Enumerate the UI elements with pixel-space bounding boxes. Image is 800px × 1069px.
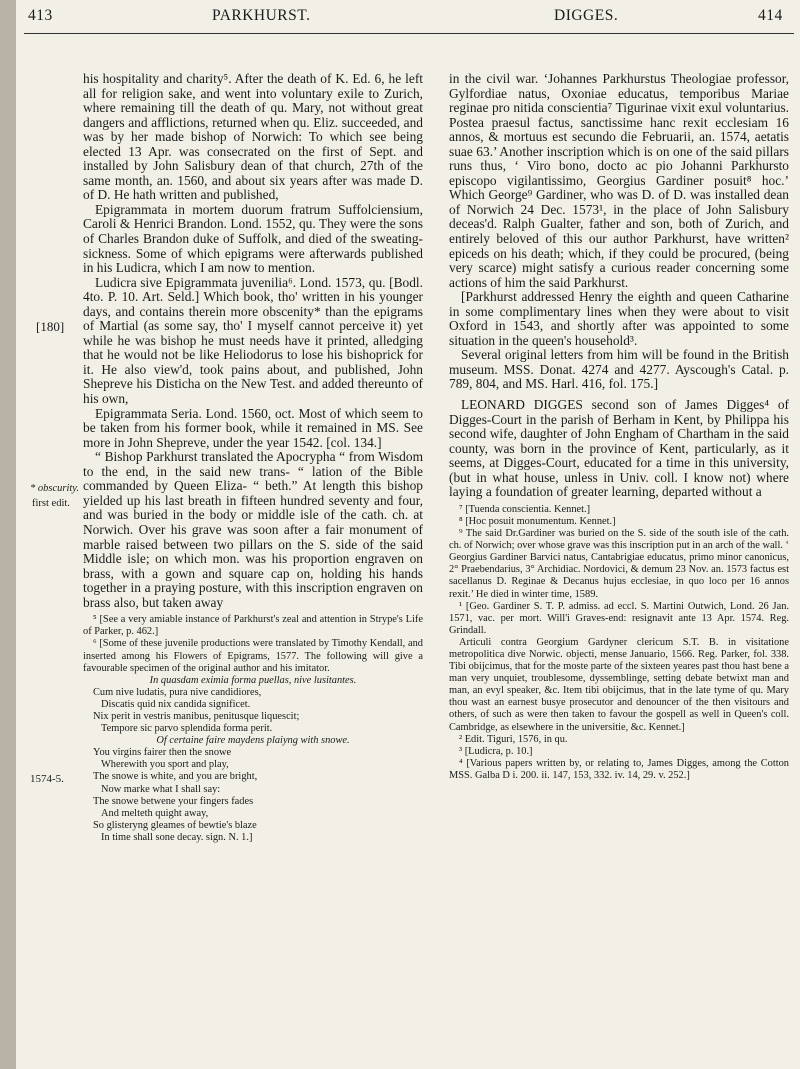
footnote: ⁵ [See a very amiable instance of Parkhurst's zeal and attention in Strype's Life of Parker, p. 462.] bbox=[83, 614, 423, 638]
latin-poem-title: In quasdam eximia forma puellas, nive lusitantes. bbox=[149, 674, 357, 686]
margin-bracket-180: [180] bbox=[36, 319, 65, 334]
poem-line: In time shall sone decay. sign. N. 1.] bbox=[101, 831, 253, 843]
footnote: ² Edit. Tiguri, 1576, in qu. bbox=[459, 733, 568, 745]
left-paragraph: Epigrammata Seria. Lond. 1560, oct. Most of which seem to be taken from his former book, while it remained in MS. See more in John Shepreve, under the year 1542. [col. 134.] bbox=[83, 405, 423, 450]
poem-line: The snowe betwene your fingers fades bbox=[93, 795, 254, 807]
poem-line: Discatis quid nix candida significet. bbox=[101, 698, 251, 710]
right-column bbox=[449, 72, 789, 782]
footnote: ⁸ [Hoc posuit monumentum. Kennet.] bbox=[459, 515, 616, 527]
poem-line: Nix perit in vestris manibus, penitusque liquescit; bbox=[93, 710, 300, 722]
poem-line: And melteth quight away, bbox=[101, 807, 209, 819]
left-column bbox=[83, 72, 423, 844]
footnote: ¹ [Geo. Gardiner S. T. P. admiss. ad eccl. S. Martini Outwich, Lond. 26 Jan. 1571, vac. per mort. Will'i Graves-end: resignavit ante 13 Apr. 1574. Reg. Grindall. bbox=[449, 600, 789, 636]
page-gutter-shadow bbox=[0, 0, 16, 1069]
right-paragraph-digges: LEONARD DIGGES second son of James Digges⁴ of Digges-Court in the parish of Berham in Kent, by Philippa his second wife, daughter of John Engham of Chartham in the said county, was born in the province of Kent, particularly, as it seems, at Digges-Court, educated for a time in this university, (but in what house, unless in Univ. coll. I know not) where laying a foundation of greater learning, departed without a bbox=[449, 397, 789, 500]
footnote: ⁷ [Tuenda conscientia. Kennet.] bbox=[459, 503, 591, 515]
footnote: Articuli contra Georgium Gardyner clericum S.T. B. in visitatione metropolitica dive Norwic. objecti, mense Januario, 1566. Reg. Parker, fol. 338. Tibi obijcimus, that for the moste parte of the sixteen yeares past thou hast bene a man very unquiet, troublesome, dyssemblinge, setting debate betwixt man and man, an evyl speaker, &c. Item tibi obijcimus, that in the late tyme of qu. Mary thou wast an earnest busye prosecutor and denouncer of the then visitours and others, of such as were then taken to favour the gospell as well in Queen's coll. Cambridge, as elsewhere in the universitie, &c. Kennet.] bbox=[449, 636, 789, 733]
poem-line: The snowe is white, and you are bright, bbox=[93, 771, 258, 783]
right-page-number: 414 bbox=[758, 7, 783, 24]
english-poem-title: Of certaine faire maydens plaiyng with snowe. bbox=[156, 735, 350, 747]
footnote: ⁴ [Various papers written by, or relating to, James Digges, among the Cotton MSS. Galba D i. 200. ii. 147, 153, 332. iv. 14, 29. v. 252.] bbox=[449, 757, 789, 781]
left-page-number: 413 bbox=[28, 7, 53, 24]
footnote: ⁹ The said Dr.Gardiner was buried on the S. side of the south isle of the cath. ch. of Norwich; over whose grave was this inscription put in an arch of the wall. ‘ Georgius Gardiner Barvici natus, Cantabrigiae educatus, primo minor canonicus, 2° Praebendarius, 3° Archidiac. Nordovici, & demum 23 Nov. an. 1573 factus est sacellanus D. Reginae & Decanus hujus ecclesiae, in quo loco per 16 annos rexit.’ He died in winter time, 1589. bbox=[449, 528, 789, 600]
right-paragraph: Several original letters from him will be found in the British museum. MSS. Donat. 4274 and 4277. Ayscough's Catal. p. 789, 804, and MS. Harl. 416, fol. 175.] bbox=[449, 347, 789, 392]
poem-line: Cum nive ludatis, pura nive candidiores, bbox=[93, 686, 262, 698]
left-running-title: PARKHURST. bbox=[212, 7, 311, 24]
poem-line: You virgins fairer then the snowe bbox=[93, 747, 232, 759]
right-running-title: DIGGES. bbox=[554, 7, 619, 24]
margin-first-edit: first edit. bbox=[32, 498, 70, 509]
margin-date-1574: 1574-5. bbox=[30, 773, 64, 785]
header-rule bbox=[24, 33, 794, 34]
margin-obscurity-note: * obscurity. bbox=[30, 483, 79, 494]
right-paragraph: [Parkhurst addressed Henry the eighth and queen Catharine in some complimentary lines when they were about to visit Oxford in 1543, and shortly after was appointed to some situation in the queen's household³. bbox=[449, 289, 789, 348]
poem-line: Tempore sic parvo splendida forma perit. bbox=[101, 723, 273, 735]
right-paragraph: in the civil war. ‘Johannes Parkhurstus Theologiae professor, Gylfordiae natus, Oxoniae educatus, temporibus Mariae reginae pro nitida conscientia⁷ Tigurinae vixit exul voluntarius. Postea praesul factus, sanctissime hanc rexit ecclesiam 16 annos, & mortuus est secundo die Februarii, an. 1574, aetatis suae 63.’ Another inscription which is on one of the said pillars runs thus, ‘ Viro bono, docto ac pio Johanni Parkhursto episcopo vigilantissimo, Georgius Gardiner posuit⁸ hoc.’ Which George⁹ Gardiner, who was D. of D. was installed dean of Norwich 24 Dec. 1573¹, in the place of John Salisbury deceas'd. Ralph Gualter, father and son, both of Zurich, and entirely beloved of this our author Parkhurst, have written² epiceds on his death; which, if they could be procured, (being very scarce) might satisfy a curious reader concerning some actions of him the said Parkhurst. bbox=[449, 71, 789, 290]
poem-line: Now marke what I shall say: bbox=[101, 783, 221, 795]
left-paragraph: his hospitality and charity⁵. After the death of K. Ed. 6, he left all for religion sake, and went into voluntary exile to Zurich, where remaining till the death of qu. Mary, not without great dangers and afflictions, returned when qu. Eliz. succeeded, and was by her made bishop of Norwich: To which see being elected 13 Apr. was consecrated on the first of Sept. and installed by John Salisbury dean of that church, 27th of the same month, an. 1560, and about six years after was made D. of D. He hath written and published, bbox=[83, 71, 423, 203]
poem-line: So glisteryng gleames of bewtie's blaze bbox=[93, 819, 257, 831]
poem-line: Wherewith you sport and play, bbox=[101, 759, 229, 771]
left-paragraph: Ludicra sive Epigrammata juvenilia⁶. Lond. 1573, qu. [Bodl. 4to. P. 10. Art. Seld.] Which book, tho' written in his younger days, and contains therein more obscenity* than the epigrams of Martial (as some say, tho' I myself cannot perceive it) yet while he was bishop he must needs have it printed, alledging that he would not be like Heliodorus to lose his bishoprick for it. He also view'd, took pains about, and published, John Shepreve his Disticha on the New Test. and added thereunto of his own, bbox=[83, 274, 423, 407]
page-header bbox=[16, 5, 800, 45]
footnote: ³ [Ludicra, p. 10.] bbox=[459, 745, 533, 757]
footnote: ⁶ [Some of these juvenile productions were translated by Timothy Kendall, and inserted among his Flowers of Epigrams, 1577. The following will give a favourable specimen of the original author and his imitator. bbox=[83, 638, 423, 674]
right-footnotes bbox=[449, 504, 789, 782]
left-paragraph: “ Bishop Parkhurst translated the Apocrypha “ from Wisdom to the end, in the said new trans- “ lation of the Bible commanded by Queen Eliza- “ beth.” At length this bishop yielded up his last breath in fifteen hundred seventy and four, and was buried in the body or middle isle of the cath. ch. at Norwich. Over his grave was soon after a fair monument of marble raised between two pillars on the S. side of the said Middle isle; on which mon. was his proportion engraven on brass, with a gown and square cap on, holding his hands together in a praying posture, with this inscription engraven on brass also, but taken away bbox=[83, 449, 423, 610]
left-paragraph: Epigrammata in mortem duorum fratrum Suffolciensium, Caroli & Henrici Brandon. Lond. 1552, qu. They were the sons of Charles Brandon duke of Suffolk, and died of the sweating-sickness. Some of which epigrams were afterwards published in his Ludicra, which I am now to mention. bbox=[83, 201, 423, 276]
left-footnotes bbox=[83, 614, 423, 844]
